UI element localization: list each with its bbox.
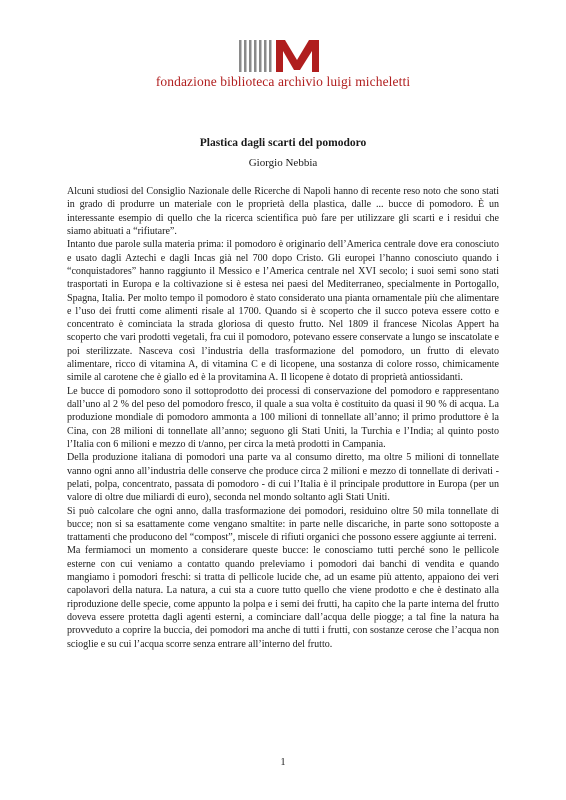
page-number: 1 [280,757,286,768]
paragraph: Alcuni studiosi del Consiglio Nazionale delle Ricerche di Napoli hanno di recente reso noto che sono stati in grado di produrre un materiale con le proprietà della plastica, dalle ... bucce di pomodoro. È un interessante esempio di quello che la ricerca scientifica può fare per utilizzare gli scarti e i residui che siamo abituati a “rifiutare”. [67,186,499,237]
logo-red-m-glyph [276,40,319,72]
foundation-name: fondazione biblioteca archivio luigi micheletti [155,74,411,89]
logo-block [0,40,566,90]
logo-grey-bars [239,40,272,72]
paragraph: Le bucce di pomodoro sono il sottoprodotto dei processi di conservazione del pomodoro e rappresentano dall’uno al 2 % del peso del pomodoro fresco, il quale a sua volta è costituito da quasi il 90 % di acqua. La produzione mondiale di pomodoro ammonta a 100 milioni di tonnellate all’anno; il primo produttore è la Cina, con 28 milioni di tonnellate all’anno; seguono gli Stati Uniti, la Turchia e l’India; al quinto posto l’Italia con 6 milioni e mezzo di t/anno, per circa la metà prodotti in Campania. [67,385,499,450]
paragraph: Si può calcolare che ogni anno, dalla trasformazione dei pomodori, residuino oltre 50 mila tonnellate di bucce; non si sa esattamente come vengano smaltite: in parte nelle discariche, in parte sono sottoposte a trattamenti che producono del “compost”, miscele di rifiuti organici che possono essere aggiunte ai terreni. [67,505,499,544]
paragraph: Della produzione italiana di pomodori una parte va al consumo diretto, ma oltre 5 milioni di tonnellate vanno ogni anno all’industria delle conserve che produce circa 2 milioni e mezzo di tonnellate di derivati - pelati, polpa, concentrato, passata di pomodoro - di cui l’Italia è il principale produttore in Europa (per un valore di oltre due miliardi di euro), seconda nel mondo soltanto agli Stati Uniti. [67,452,499,504]
article-body [67,185,499,651]
article-author: Giorgio Nebbia [248,157,318,169]
article-title: Plastica dagli scarti del pomodoro [199,137,367,149]
paragraph: Ma fermiamoci un momento a considerare queste bucce: le conosciamo tutti perché sono le pellicole esterne con cui veniamo a contatto quando preleviamo i pomodori dai banchi di vendita e quando mangiamo i pomodori freschi: si tratta di pellicole lucide che, ad un esame più attento, appaiono dei veri capolavori della natura. La natura, a cui sta a cuore tutto quello che viene prodotto e che è destinato alla riproduzione delle specie, come appunto la polpa e i semi dei frutti, ha capito che la parte interna del frutto doveva essere protetta dagli agenti esterni, a cominciare dall’acqua delle piogge; a tal fine la natura ha provveduto a coprire la buccia, dei pomodori ma anche di tutti i frutti, con sostanze cerose che l’acqua non scioglie e su cui l’acqua scorre senza entrare all’interno del frutto. [67,545,499,650]
paragraph: Intanto due parole sulla materia prima: il pomodoro è originario dell’America centrale dove era conosciuto e usato dagli Aztechi e dagli Incas già nel 700 dopo Cristo. Gli europei l’hanno conosciuto quando i “conquistadores” hanno raggiunto il Messico e l’America centrale nel XVI secolo; i suoi semi sono stati trasportati in Europa e la coltivazione si è estesa nei paesi del Mediterraneo, specialmente in Portogallo, Spagna, Italia. Per molto tempo il pomodoro è stato considerato una pianta ornamentale più che alimentare e l’uso dei frutti come alimenti risale al 1700. Quando si è scoperto che il succo poteva essere cotto e concentrato è cominciata la strada gloriosa di questo frutto. Nel 1809 il francese Nicolas Appert ha scoperto che vari prodotti vegetali, fra cui il pomodoro, potevano essere conservate a lungo se inscatolate e poi sterilizzate. Nasceva così l’industria della trasformazione del pomodoro, un frutto di elevato alimentare, ricco di vitamina A, di vitamina C e di licopene, una sostanza di colore rosso, chimicamente simile al carotene che è giallo ed è la provitamina A. Il licopene è dotato di proprietà antiossidanti. [67,239,499,384]
foundation-logo-mark [239,40,327,72]
